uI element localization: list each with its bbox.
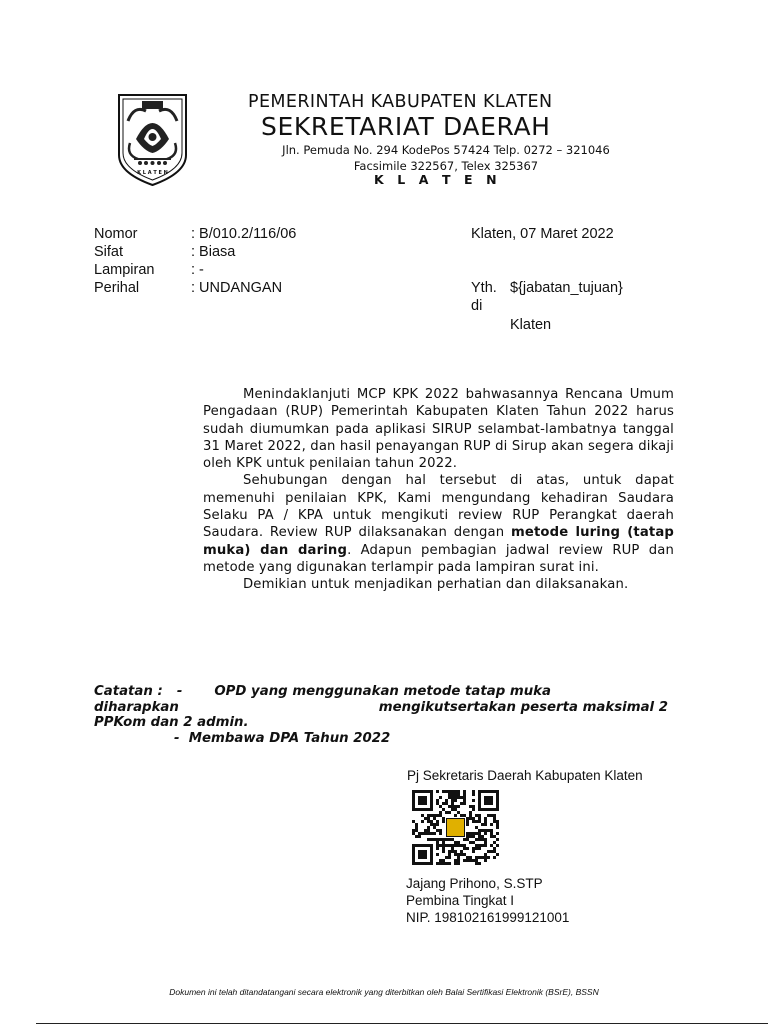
signatory-title: Pj Sekretaris Daerah Kabupaten Klaten — [407, 768, 643, 783]
body-paragraph-1: Menindaklanjuti MCP KPK 2022 bahwasannya Rencana Umum Pengadaan (RUP) Pemerintah Kabupaten Klaten Tahun 2022 harus sudah diumumkan pada aplikasi SIRUP selambat-lambatnya tanggal 31 Maret 2022, dan hasil penayangan RUP di Sirup akan segera dikaji oleh KPK untuk penilaian tahun 2022. — [203, 387, 674, 472]
perihal-value: : UNDANGAN — [191, 280, 283, 296]
sifat-value: : Biasa — [191, 244, 236, 260]
signatory-nip: NIP. 198102161999121001 — [406, 910, 570, 925]
catatan-item-1: OPD yang menggunakan metode tatap muka — [214, 684, 551, 699]
catatan-line-4 — [94, 731, 668, 747]
catatan-item-2: Membawa DPA Tahun 2022 — [188, 730, 391, 746]
body-paragraph-3: Demikian untuk menjadikan perhatian dan dilaksanakan. — [243, 577, 629, 593]
catatan-line-1 — [94, 684, 668, 700]
catatan-label: Catatan : — [94, 684, 163, 699]
di-label: di — [471, 298, 483, 314]
signatory-name: Jajang Prihono, S.STP — [406, 876, 543, 891]
body-paragraph-2-start: Sehubungan dengan hal tersebut di atas, untuk dapat memenuhi penilaian KPK, Kami mengundang kehadiran Saudara Selaku PA / KPA untuk mengikuti review RUP Perangkat daerah Saudara. Review RUP dilaksanakan dengan — [203, 473, 674, 541]
body-paragraph-2-end: . Adapun pembagian jadwal review RUP dan metode yang digunakan terlampir pada lampiran surat ini. — [203, 542, 674, 575]
letter-date: Klaten, 07 Maret 2022 — [471, 226, 614, 242]
yth-label: Yth. — [471, 280, 497, 296]
lampiran-value: : - — [191, 262, 204, 278]
sifat-label: Sifat — [94, 244, 124, 260]
logo-text: K L A T E N — [137, 170, 168, 176]
kop-government: PEMERINTAH KABUPATEN KLATEN — [248, 92, 553, 112]
perihal-label: Perihal — [94, 280, 140, 296]
kop-city: K L A T E N — [374, 172, 502, 187]
footer-esign-note: Dokumen ini telah ditandatangani secara elektronik yang diterbitkan oleh Balai Sertifikasi Elektronik (BSrE), BSSN — [169, 987, 599, 997]
kop-address: Jln. Pemuda No. 294 KodePos 57424 Telp. 0272 – 321046 Facsimile 322567, Telex 325367 — [282, 143, 610, 173]
catatan-dash-1: - — [176, 684, 183, 699]
catatan-dash-2: - — [174, 730, 180, 746]
klaten-coat-of-arms-logo — [116, 93, 189, 187]
body-paragraph-2 — [203, 472, 674, 576]
catatan-line-3: PPKom dan 2 admin. — [94, 715, 249, 730]
letter-body — [203, 386, 674, 594]
catatan-note — [94, 684, 668, 746]
catatan-line-2-end: mengikutsertakan peserta maksimal 2 — [378, 699, 668, 715]
nomor-label: Nomor — [94, 226, 138, 242]
catatan-line-2 — [94, 700, 668, 716]
nomor-value: : B/010.2/116/06 — [191, 226, 297, 242]
recipient-place: Klaten — [510, 317, 552, 333]
body-method-emphasis: metode luring (tatap muka) dan daring — [203, 525, 675, 558]
kop-office: SEKRETARIAT DAERAH — [261, 112, 551, 141]
qr-code-signature — [412, 790, 499, 865]
catatan-line-2-start: diharapkan — [94, 699, 179, 715]
recipient: ${jabatan_tujuan} — [510, 280, 623, 296]
lampiran-label: Lampiran — [94, 262, 155, 278]
signatory-rank: Pembina Tingkat I — [406, 893, 515, 908]
